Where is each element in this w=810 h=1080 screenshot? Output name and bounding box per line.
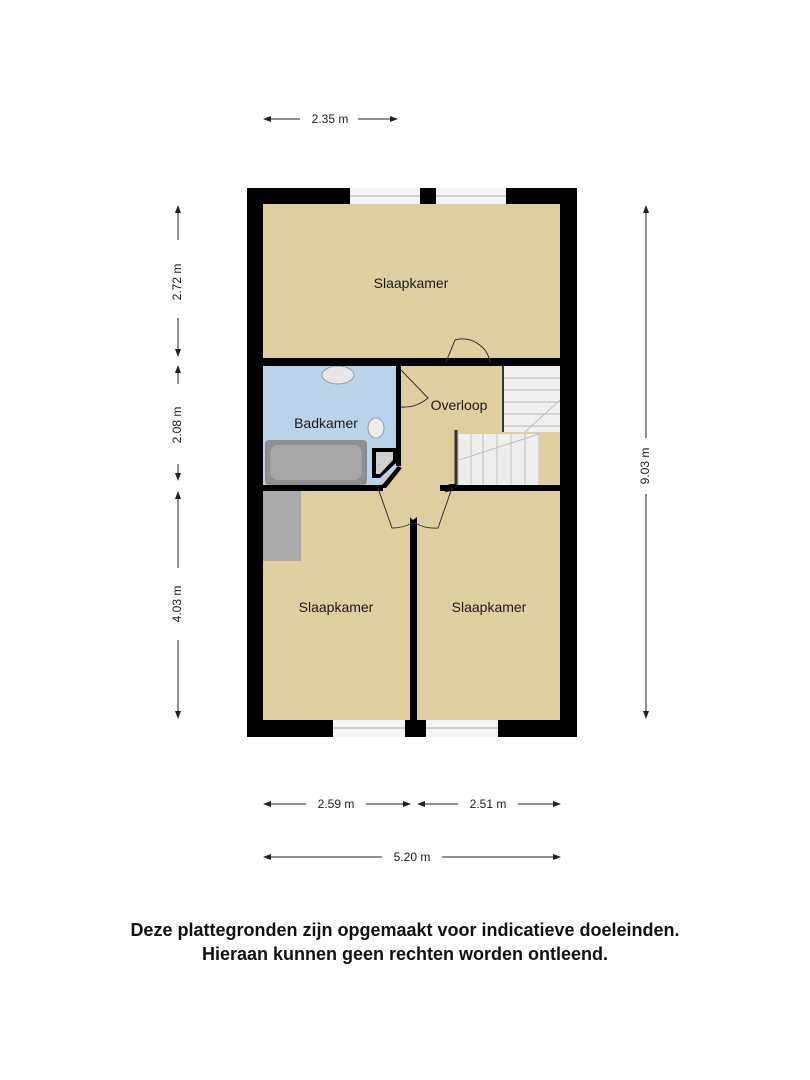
room-label-bathroom: Badkamer [294,415,358,431]
dimension-label: 5.20 m [393,850,431,864]
dimension-label: 2.35 m [311,112,349,126]
room-label-landing: Overloop [430,397,488,413]
dimension-top-width [264,112,397,126]
dimension-label: 2.51 m [469,797,507,811]
dimension-bottom-right [418,797,560,811]
dimension-bottom-left [264,797,410,811]
room-label-right-bedroom: Slaapkamer [451,599,527,615]
dimension-left-middle [170,366,184,480]
dimension-label: 4.03 m [170,585,185,623]
dimension-label: 9.03 m [638,447,653,485]
dimension-label: 2.08 m [170,406,185,444]
dimension-right-total [638,206,652,718]
disclaimer-line-2: Hieraan kunnen geen rechten worden ontleend. [201,944,609,964]
room-label-top-bedroom: Slaapkamer [373,275,449,291]
dimension-bottom-total [264,850,560,864]
dimension-label: 2.72 m [170,263,185,301]
room-label-left-bedroom: Slaapkamer [298,599,374,615]
dimension-left-top [170,206,184,356]
dimension-left-bottom [170,492,184,718]
disclaimer [0,918,810,966]
disclaimer-line-1: Deze plattegronden zijn opgemaakt voor indicatieve doeleinden. [130,920,680,940]
dimension-label: 2.59 m [317,797,355,811]
